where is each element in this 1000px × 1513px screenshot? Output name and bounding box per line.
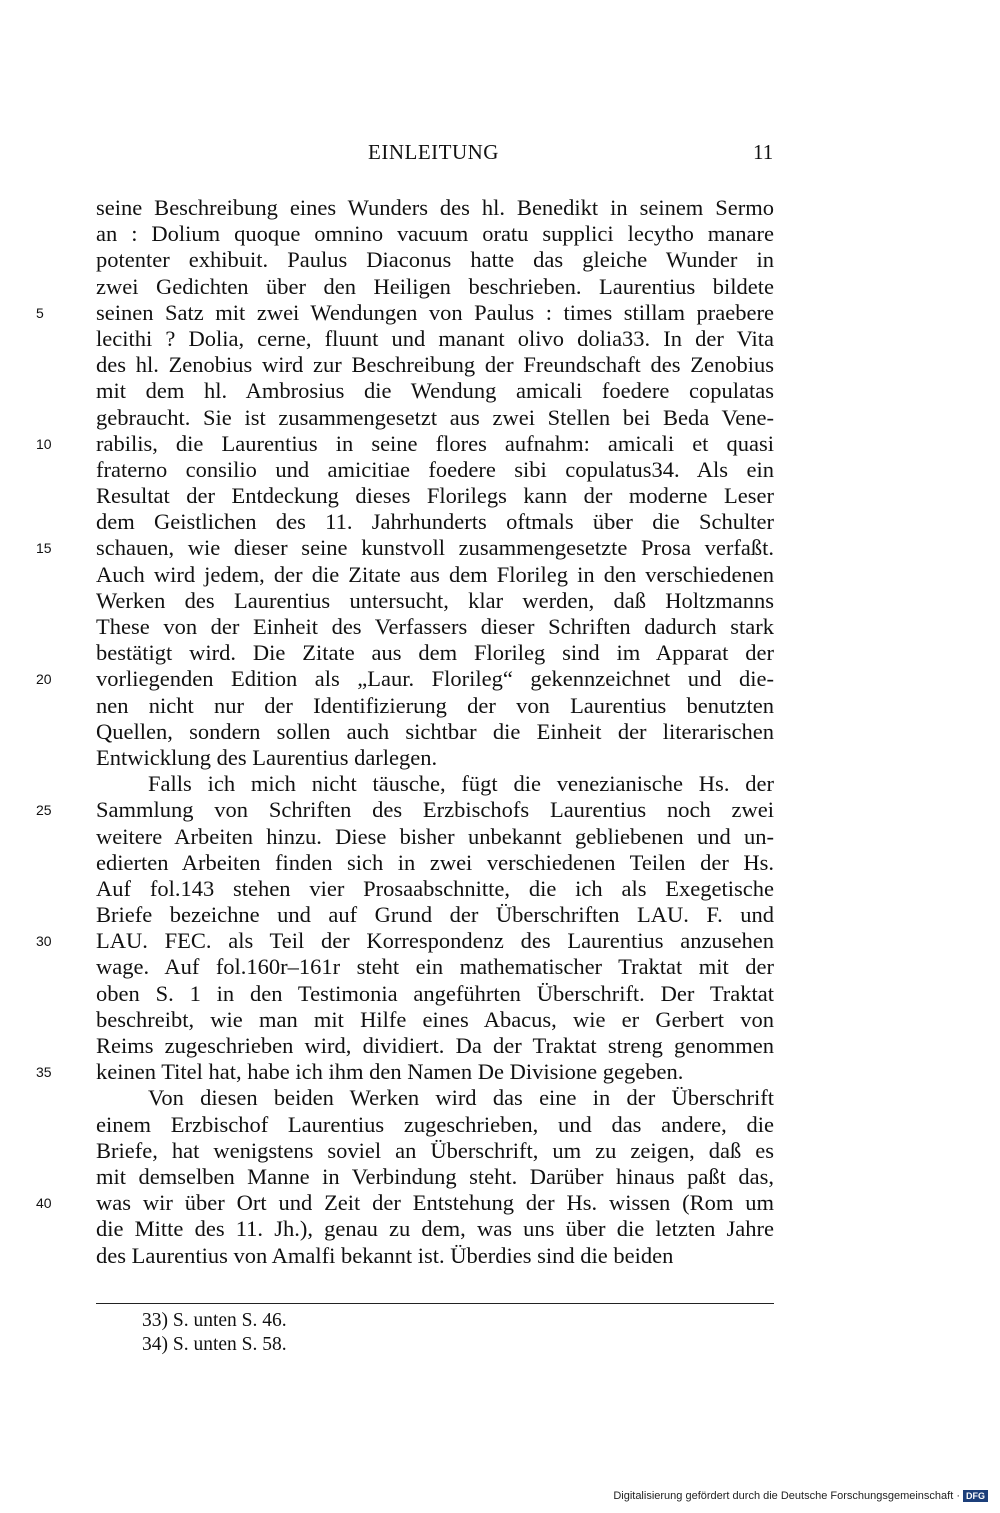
footnotes <box>142 1310 287 1358</box>
line-text: weitere Arbeiten hinzu. Diese bisher unbekannt gebliebenen und un- <box>96 823 774 849</box>
text-line <box>0 614 1000 640</box>
line-text: die Mitte des 11. Jh.), genau zu dem, was uns über die letzten Jahre <box>96 1216 774 1242</box>
line-text: potenter exhibuit. Paulus Diaconus hatte das gleiche Wunder in <box>96 247 774 273</box>
line-text: Falls ich mich nicht täusche, fügt die venezianische Hs. der <box>148 771 774 797</box>
line-number: 40 <box>36 1195 52 1212</box>
text-line <box>0 1033 1000 1059</box>
text-line <box>0 1007 1000 1033</box>
running-header <box>0 140 1000 170</box>
footnote-rule <box>96 1303 774 1304</box>
line-number: 10 <box>36 435 52 452</box>
text-line <box>0 928 1000 954</box>
footnote-33: 33) S. unten S. 46. <box>142 1310 287 1331</box>
line-text: Sammlung von Schriften des Erzbischofs Laurentius noch zwei <box>96 797 774 823</box>
text-line <box>0 457 1000 483</box>
line-text: edierten Arbeiten finden sich in zwei verschiedenen Teilen der Hs. <box>96 849 774 875</box>
line-text: Entwicklung des Laurentius darlegen. <box>96 744 438 770</box>
line-text: zwei Gedichten über den Heiligen beschrieben. Laurentius bildete <box>96 273 774 299</box>
text-line <box>0 221 1000 247</box>
text-line <box>0 876 1000 902</box>
line-text: schauen, wie dieser seine kunstvoll zusammengesetzte Prosa verfaßt. <box>96 535 774 561</box>
line-number: 25 <box>36 802 52 819</box>
text-line <box>0 274 1000 300</box>
line-text: Auch wird jedem, der die Zitate aus dem Florileg in den verschiedenen <box>96 561 774 587</box>
text-line <box>0 300 1000 326</box>
line-text: des hl. Zenobius wird zur Beschreibung der Freundschaft des Zenobius <box>96 352 774 378</box>
text-line <box>0 1112 1000 1138</box>
text-line <box>0 719 1000 745</box>
line-text: Briefe bezeichne und auf Grund der Überschriften LAU. F. und <box>96 902 774 928</box>
line-text: keinen Titel hat, habe ich ihm den Namen De Divisione gegeben. <box>96 1059 684 1085</box>
text-line <box>0 562 1000 588</box>
text-line <box>0 1216 1000 1242</box>
line-text: Werken des Laurentius untersucht, klar werden, daß Holtzmanns <box>96 587 774 613</box>
line-text: Auf fol.143 stehen vier Prosaabschnitte, die ich als Exegetische <box>96 875 774 901</box>
line-text: wage. Auf fol.160r–161r steht ein mathematischer Traktat mit der <box>96 954 774 980</box>
line-number: 35 <box>36 1064 52 1081</box>
page-number: 11 <box>753 140 774 164</box>
line-text: vorliegenden Edition als „Laur. Florileg“ gekennzeichnet und die- <box>96 666 774 692</box>
line-text: seinen Satz mit zwei Wendungen von Paulus : times stillam praebere <box>96 299 774 325</box>
text-line <box>0 797 1000 823</box>
line-text: was wir über Ort und Zeit der Entstehung der Hs. wissen (Rom um <box>96 1190 774 1216</box>
text-line <box>0 771 1000 797</box>
text-line <box>0 693 1000 719</box>
line-text: seine Beschreibung eines Wunders des hl. Benedikt in seinem Sermo <box>96 195 774 220</box>
text-line <box>0 954 1000 980</box>
text-line <box>0 1059 1000 1085</box>
line-text: gebraucht. Sie ist zusammengesetzt aus zwei Stellen bei Beda Vene- <box>96 404 774 430</box>
text-line <box>0 535 1000 561</box>
text-line <box>0 588 1000 614</box>
text-line <box>0 378 1000 404</box>
dfg-logo: DFG <box>963 1490 988 1502</box>
text-line <box>0 666 1000 692</box>
footnote-34: 34) S. unten S. 58. <box>142 1334 287 1355</box>
text-line <box>0 1164 1000 1190</box>
digitization-credit <box>613 1490 988 1502</box>
text-line <box>0 1190 1000 1216</box>
line-text: nen nicht nur der Identifizierung der von Laurentius benutzten <box>96 692 774 718</box>
line-number: 30 <box>36 933 52 950</box>
line-text: mit demselben Manne in Verbindung steht. Darüber hinaus paßt das, <box>96 1163 774 1189</box>
line-text: mit dem hl. Ambrosius die Wendung amicali foedere copulatas <box>96 378 774 404</box>
line-text: bestätigt wird. Die Zitate aus dem Florileg sind im Apparat der <box>96 640 774 666</box>
text-line <box>0 850 1000 876</box>
text-line <box>0 745 1000 771</box>
line-text: rabilis, die Laurentius in seine flores aufnahm: amicali et quasi <box>96 430 774 456</box>
line-text: Reims zugeschrieben wird, dividiert. Da der Traktat streng genommen <box>96 1033 774 1058</box>
text-line <box>0 195 1000 221</box>
text-line <box>0 509 1000 535</box>
line-text: fraterno consilio und amicitiae foedere sibi copulatus34. Als ein <box>96 456 774 482</box>
line-text: Resultat der Entdeckung dieses Florilegs kann der moderne Leser <box>96 483 774 509</box>
line-text: These von der Einheit des Verfassers dieser Schriften dadurch stark <box>96 614 774 639</box>
line-text: einem Erzbischof Laurentius zugeschrieben, und das andere, die <box>96 1111 774 1137</box>
line-number: 15 <box>36 540 52 557</box>
running-title: EINLEITUNG <box>368 140 499 164</box>
text-line <box>0 247 1000 273</box>
text-line <box>0 1138 1000 1164</box>
text-line <box>0 640 1000 666</box>
line-text: Von diesen beiden Werken wird das eine in der Überschrift <box>148 1085 774 1111</box>
text-line <box>0 902 1000 928</box>
line-text: LAU. FEC. als Teil der Korrespondenz des Laurentius anzusehen <box>96 928 774 954</box>
line-text: dem Geistlichen des 11. Jahrhunderts oftmals über die Schulter <box>96 509 774 535</box>
line-text: beschreibt, wie man mit Hilfe eines Abacus, wie er Gerbert von <box>96 1006 774 1032</box>
credit-text: Digitalisierung gefördert durch die Deutsche Forschungsgemeinschaft · <box>613 1490 960 1502</box>
line-number: 20 <box>36 671 52 688</box>
line-text: Quellen, sondern sollen auch sichtbar die Einheit der literarischen <box>96 718 774 744</box>
line-text: des Laurentius von Amalfi bekannt ist. Überdies sind die beiden <box>96 1242 674 1268</box>
text-line <box>0 326 1000 352</box>
text-line <box>0 352 1000 378</box>
line-text: an : Dolium quoque omnino vacuum oratu supplici lecytho manare <box>96 221 774 247</box>
text-line <box>0 1085 1000 1111</box>
line-text: oben S. 1 in den Testimonia angeführten Überschrift. Der Traktat <box>96 980 774 1006</box>
body-text <box>0 195 1000 1269</box>
line-text: lecithi ? Dolia, cerne, fluunt und manant olivo dolia33. In der Vita <box>96 325 774 351</box>
text-line <box>0 431 1000 457</box>
text-line <box>0 981 1000 1007</box>
text-line <box>0 1243 1000 1269</box>
text-line <box>0 483 1000 509</box>
text-line <box>0 405 1000 431</box>
line-number: 5 <box>36 304 44 321</box>
line-text: Briefe, hat wenigstens soviel an Überschrift, um zu zeigen, daß es <box>96 1137 774 1163</box>
text-line <box>0 824 1000 850</box>
